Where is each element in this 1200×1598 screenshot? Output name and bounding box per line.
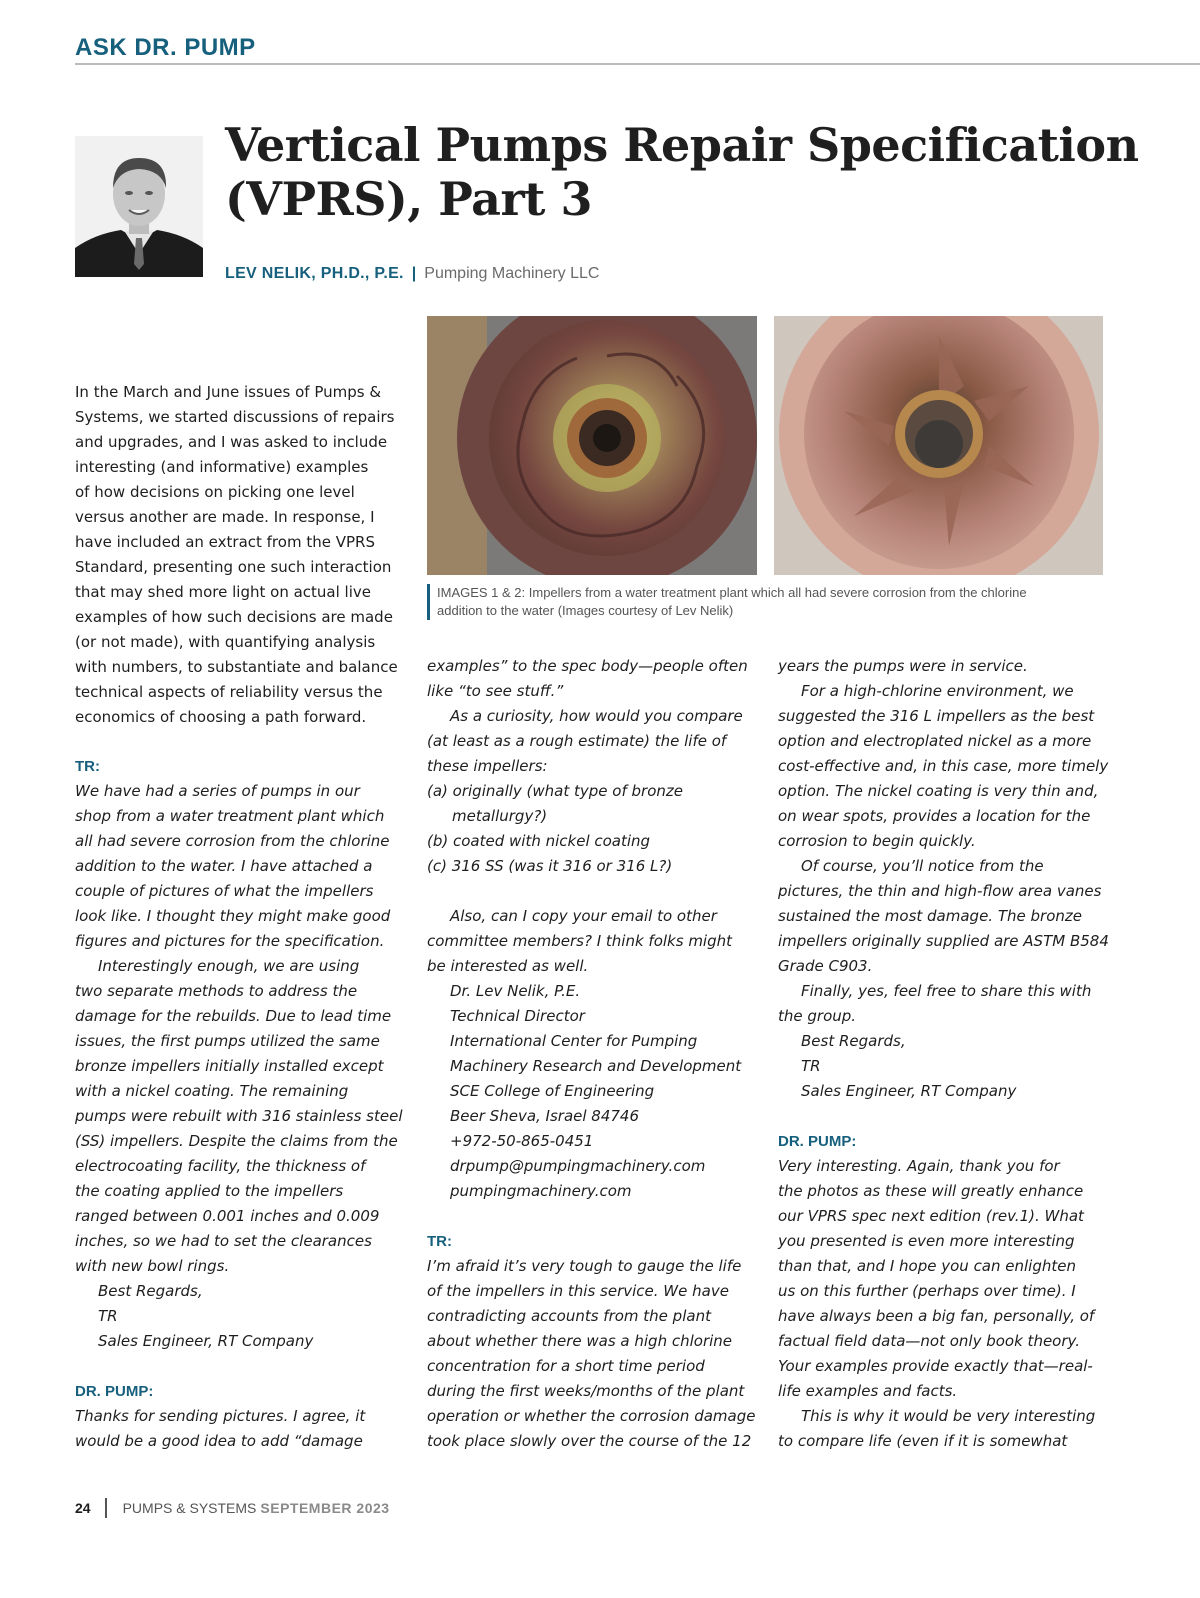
dr-pump-paragraph: Also, can I copy your email to other committee members? I think folks might be interested as well. — [427, 907, 733, 975]
issue-date: SEPTEMBER 2023 — [260, 1500, 390, 1516]
footer-divider — [105, 1498, 107, 1518]
column-2 — [427, 654, 762, 1454]
dr-pump-paragraph: Very interesting. Again, thank you for the photos as these will greatly enhance our VPRS spec next edition (rev.1). What you presented is even more interesting than that, and I hope you can enlighten us on this further (perhaps over time). I have always been a big fan, personally, of factual field data—not only book theory. Your examples provide exactly that—real- life examples and facts. — [778, 1157, 1095, 1400]
impeller-photo-1 — [427, 316, 757, 575]
speaker-label-tr: TR: — [427, 1233, 452, 1250]
author-portrait — [75, 136, 203, 277]
dr-pump-paragraph: As a curiosity, how would you compare (at least as a rough estimate) the life of these impellers: — [427, 707, 743, 775]
page-footer — [75, 1498, 390, 1518]
byline-separator: | — [411, 265, 417, 282]
publication-name: PUMPS & SYSTEMS — [122, 1500, 257, 1516]
dr-pump-signature: Dr. Lev Nelik, P.E. Technical Director International Center for Pumping Machinery Research and Development SCE College of Engineering Beer Sheva, Israel 84746 +972-50-865-0451 drpump@pumpingmachinery.com pumpingmachinery.com — [450, 982, 742, 1200]
tr-paragraph: For a high-chlorine environment, we suggested the 316 L impellers as the best option and electroplated nickel as a more cost-effective and, in this case, more timely option. The nickel coating is very thin and, on wear spots, provides a location for the corrosion to begin quickly. — [778, 682, 1109, 850]
author-company: Pumping Machinery LLC — [424, 265, 600, 282]
intro-paragraph: In the March and June issues of Pumps & Systems, we started discussions of repairs and upgrades, and I was asked to include interesting (and informative) examples of how decisions on picking one level versus another are made. In response, I have included an extract from the VPRS Standard, presenting one such interaction that may shed more light on actual live examples of how such decisions are made (or not made), with quantifying analysis with numbers, to substantiate and balance technical aspects of reliability versus the economics of choosing a path forward. — [75, 383, 398, 726]
list-item: (b) coated with nickel coating — [427, 832, 651, 850]
column-1-dialogue — [75, 754, 410, 1454]
figure-caption: IMAGES 1 & 2: Impellers from a water treatment plant which all had severe corrosion from the chlorine addition to the water (Images courtesy of Lev Nelik) — [427, 584, 1107, 620]
impeller-photo-2 — [774, 316, 1103, 575]
page-number: 24 — [75, 1500, 91, 1516]
article-title: Vertical Pumps Repair Specification (VPRS), Part 3 — [225, 118, 1139, 226]
list-item: (c) 316 SS (was it 316 or 316 L?) — [427, 857, 673, 875]
tr-signature: Best Regards, TR Sales Engineer, RT Company — [98, 1282, 314, 1350]
byline — [225, 265, 599, 283]
speaker-label-dr-pump: DR. PUMP: — [778, 1133, 857, 1150]
tr-paragraph: I’m afraid it’s very tough to gauge the life of the impellers in this service. We have contradicting accounts from the plant about whether there was a high chlorine concentration for a short time period during the first weeks/months of the plant operation or whether the corrosion damage took place slowly over the course of the 12 — [427, 1257, 756, 1450]
tr-paragraph: We have had a series of pumps in our shop from a water treatment plant which all had severe corrosion from the chlorine addition to the water. I have attached a couple of pictures of what the impellers look like. I thought they might make good figures and pictures for the specification. — [75, 782, 391, 950]
column-3 — [778, 654, 1113, 1454]
dr-pump-paragraph: examples” to the spec body—people often like “to see stuff.” — [427, 657, 748, 700]
header-rule — [75, 63, 1200, 65]
tr-paragraph: Interestingly enough, we are using two separate methods to address the damage for the rebuilds. Due to lead time issues, the first pumps utilized the same bronze impellers initially installed except with a nickel coating. The remaining pumps were rebuilt with 316 stainless steel (SS) impellers. Despite the claims from the electrocoating facility, the thickness of the coating applied to the impellers ranged between 0.001 inches and 0.009 inches, so we had to set the clearances with new bowl rings. — [75, 957, 403, 1275]
list-item: (a) originally (what type of bronze metallurgy?) — [427, 782, 683, 825]
tr-paragraph: years the pumps were in service. — [778, 657, 1028, 675]
dr-pump-paragraph: Thanks for sending pictures. I agree, it would be a good idea to add “damage — [75, 1407, 366, 1450]
tr-paragraph: Of course, you’ll notice from the pictures, the thin and high-flow area vanes sustained the most damage. The bronze impellers originally supplied are ASTM B584 Grade C903. — [778, 857, 1109, 975]
dr-pump-paragraph: This is why it would be very interesting to compare life (even if it is somewhat — [778, 1407, 1096, 1450]
tr-signature: Best Regards, TR Sales Engineer, RT Company — [801, 1032, 1017, 1100]
section-label: ASK DR. PUMP — [75, 34, 256, 61]
author-name: LEV NELIK, PH.D., P.E. — [225, 265, 404, 282]
tr-paragraph: Finally, yes, feel free to share this with the group. — [778, 982, 1092, 1025]
speaker-label-dr-pump: DR. PUMP: — [75, 1383, 154, 1400]
speaker-label-tr: TR: — [75, 758, 100, 775]
